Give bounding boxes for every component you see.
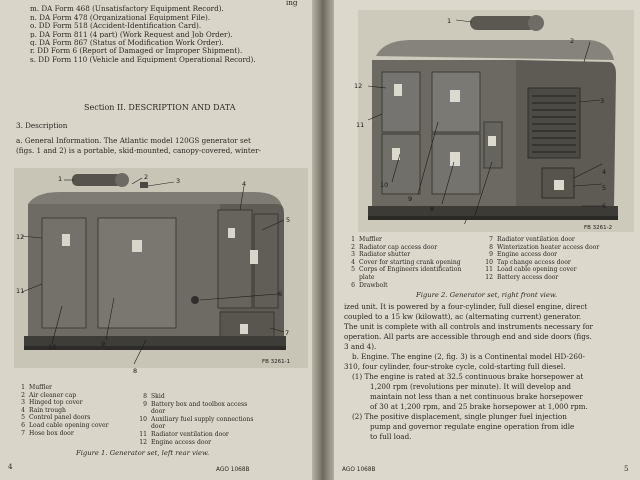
legend-item: Muffler bbox=[359, 236, 382, 243]
text-line: operation. All parts are accessible through end and side doors (figs. bbox=[344, 332, 592, 341]
legend-item: Load cable opening cover bbox=[497, 266, 577, 274]
legend-item: plate bbox=[359, 273, 375, 281]
legend-item: Skid bbox=[151, 393, 165, 400]
figure2-caption: Figure 2. Generator set, right front view. bbox=[416, 291, 558, 299]
corner-text: ing bbox=[286, 0, 298, 7]
callout-11: 11 bbox=[356, 121, 365, 129]
legend-item: door bbox=[151, 408, 166, 416]
legend-item: Hose box door bbox=[29, 429, 74, 437]
callout-1: 1 bbox=[58, 175, 63, 183]
book-gutter bbox=[312, 0, 334, 480]
callout-3: 3 bbox=[600, 97, 605, 105]
text-line: of 30 at 1,200 rpm, and 25 brake horsepower at 1,000 rpm. bbox=[370, 402, 588, 411]
callout-2: 2 bbox=[570, 37, 575, 45]
callout-6: 6 bbox=[278, 290, 283, 298]
callout-8: 8 bbox=[430, 205, 435, 213]
list-item: r. DD Form 6 (Report of Damaged or Improper Shipment). bbox=[30, 46, 243, 55]
footer-right: AGO 1068B bbox=[342, 467, 376, 473]
legend-item: Engine access door bbox=[151, 438, 212, 446]
figure2-legend-col2: 7 Radiator ventilation door 8 Winterization heater access door 9 Engine access door 10 Tap change access door 11 Load cable opening cover 12 Battery access door bbox=[485, 236, 600, 281]
right-page bbox=[334, 0, 640, 480]
legend-item: Cover for starting crank opening bbox=[359, 258, 461, 266]
legend-item: Hinged top cover bbox=[29, 399, 83, 407]
text-line: a. General Information. The Atlantic model 120GS generator set bbox=[16, 136, 251, 145]
callout-10: 10 bbox=[48, 343, 57, 351]
body-text bbox=[344, 302, 638, 442]
text-line: The unit is complete with all controls and instruments necessary for bbox=[344, 322, 593, 331]
legend-item: Radiator cap access door bbox=[359, 243, 438, 251]
text-line: (1) The engine is rated at 32.5 continuous brake horsepower at bbox=[352, 372, 584, 381]
legend-item: Radiator shutter bbox=[359, 251, 411, 259]
text-line: 1,200 rpm (revolutions per minute). It will develop and bbox=[370, 382, 571, 391]
text-line: ized unit. It is powered by a four-cylinder, full diesel engine, direct bbox=[344, 302, 588, 311]
list-item: n. DA Form 478 (Organizational Equipment File). bbox=[30, 12, 211, 22]
generator-photo-left-rear bbox=[14, 168, 308, 368]
legend-item: Muffler bbox=[29, 384, 52, 391]
left-page bbox=[0, 0, 312, 480]
callout-5: 5 bbox=[286, 216, 291, 224]
legend-item: Load cable opening cover bbox=[29, 421, 109, 429]
text-line: coupled to a 15 kw (kilowatt), ac (alternating current) generator. bbox=[344, 312, 582, 321]
section-heading: Section II. DESCRIPTION AND DATA bbox=[84, 103, 236, 112]
photo-code: FB 3261-1 bbox=[262, 359, 291, 365]
paragraph-heading: 3. Description bbox=[16, 121, 68, 130]
callout-12: 12 bbox=[16, 233, 25, 241]
callout-9: 9 bbox=[408, 195, 413, 203]
text-line: b. Engine. The engine (2, fig. 3) is a Continental model HD-260- bbox=[352, 352, 585, 361]
figure1-legend-col1: 1 Muffler 2 Air cleaner cap 3 Hinged top cover 4 Rain trough 5 Control panel doors 6 Load cable opening cover 7 Hose box door bbox=[21, 384, 109, 437]
description-paragraph bbox=[16, 136, 310, 156]
legend-item: Corps of Engineers identification bbox=[359, 266, 462, 274]
legend-item: Air cleaner cap bbox=[29, 391, 77, 399]
top-form-list bbox=[30, 0, 310, 63]
legend-item: Battery access door bbox=[497, 273, 559, 281]
callout-2: 2 bbox=[144, 173, 149, 181]
legend-item: Rain trough bbox=[29, 406, 66, 414]
footer-left: AGO 1068B bbox=[216, 467, 250, 473]
page-number-left: 4 bbox=[8, 462, 13, 471]
list-item: s. DD Form 110 (Vehicle and Equipment Operational Record). bbox=[30, 54, 256, 64]
text-line: (2) The positive displacement, single plunger fuel injection bbox=[352, 412, 567, 421]
text-line: 3 and 4). bbox=[344, 342, 377, 351]
figure1-caption: Figure 1. Generator set, left rear view. bbox=[76, 449, 210, 457]
list-item: q. DA Form 867 (Status of Modification Work Order). bbox=[30, 37, 224, 47]
text-line: pump and governor regulate engine operation from idle bbox=[370, 422, 575, 431]
legend-item: Battery box and toolbox access bbox=[151, 400, 248, 408]
legend-item: Engine access door bbox=[497, 251, 558, 259]
text-line: 310, four cylinder, four-stroke cycle, cold-starting full diesel. bbox=[344, 362, 566, 371]
legend-item: Radiator ventilation door bbox=[151, 430, 229, 438]
callout-1: 1 bbox=[447, 17, 452, 25]
callout-7: 7 bbox=[463, 218, 468, 226]
callout-11: 11 bbox=[16, 287, 25, 295]
legend-item: door bbox=[151, 423, 166, 431]
photo-code: FB 3261-2 bbox=[584, 225, 613, 231]
callout-8: 8 bbox=[133, 367, 138, 375]
figure2-legend-col1: 1 Muffler 2 Radiator cap access door 3 Radiator shutter 4 Cover for starting crank opening 5 Corps of Engineers identification plate 6 Drawbolt bbox=[351, 236, 462, 289]
callout-5: 5 bbox=[602, 184, 607, 192]
legend-item: Tap change access door bbox=[497, 258, 571, 266]
page-number-right: 5 bbox=[624, 464, 629, 473]
list-item: m. DA Form 468 (Unsatisfactory Equipment Record). bbox=[30, 4, 224, 13]
callout-4: 4 bbox=[602, 168, 607, 176]
callout-7: 7 bbox=[285, 329, 290, 337]
figure1-legend-col2: 8 Skid 9 Battery box and toolbox access door 10 Auxiliary fuel supply connections door 11 Radiator ventilation door 12 Engine access door bbox=[139, 393, 254, 446]
callout-10: 10 bbox=[380, 181, 389, 189]
legend-item: Radiator ventilation door bbox=[497, 236, 575, 243]
text-line: (figs. 1 and 2) is a portable, skid-mounted, canopy-covered, winter- bbox=[16, 146, 261, 155]
legend-item: Drawbolt bbox=[359, 281, 388, 289]
text-line: to full load. bbox=[370, 432, 412, 441]
legend-item: Winterization heater access door bbox=[497, 243, 600, 251]
list-item: p. DA Form 811 (4 part) (Work Request and Job Order). bbox=[30, 29, 233, 38]
text-line: maintain not less than a net continuous brake horsepower bbox=[370, 392, 583, 401]
legend-item: Auxiliary fuel supply connections bbox=[151, 415, 254, 423]
list-item: o. DD Form 518 (Accident-Identification Card). bbox=[30, 21, 202, 30]
generator-photo-right-front bbox=[358, 10, 634, 232]
callout-6: 6 bbox=[602, 202, 607, 210]
callout-4: 4 bbox=[242, 180, 247, 188]
callout-12: 12 bbox=[354, 82, 363, 90]
callout-9: 9 bbox=[101, 340, 106, 348]
callout-3: 3 bbox=[176, 177, 181, 185]
legend-item: Control panel doors bbox=[29, 414, 91, 422]
